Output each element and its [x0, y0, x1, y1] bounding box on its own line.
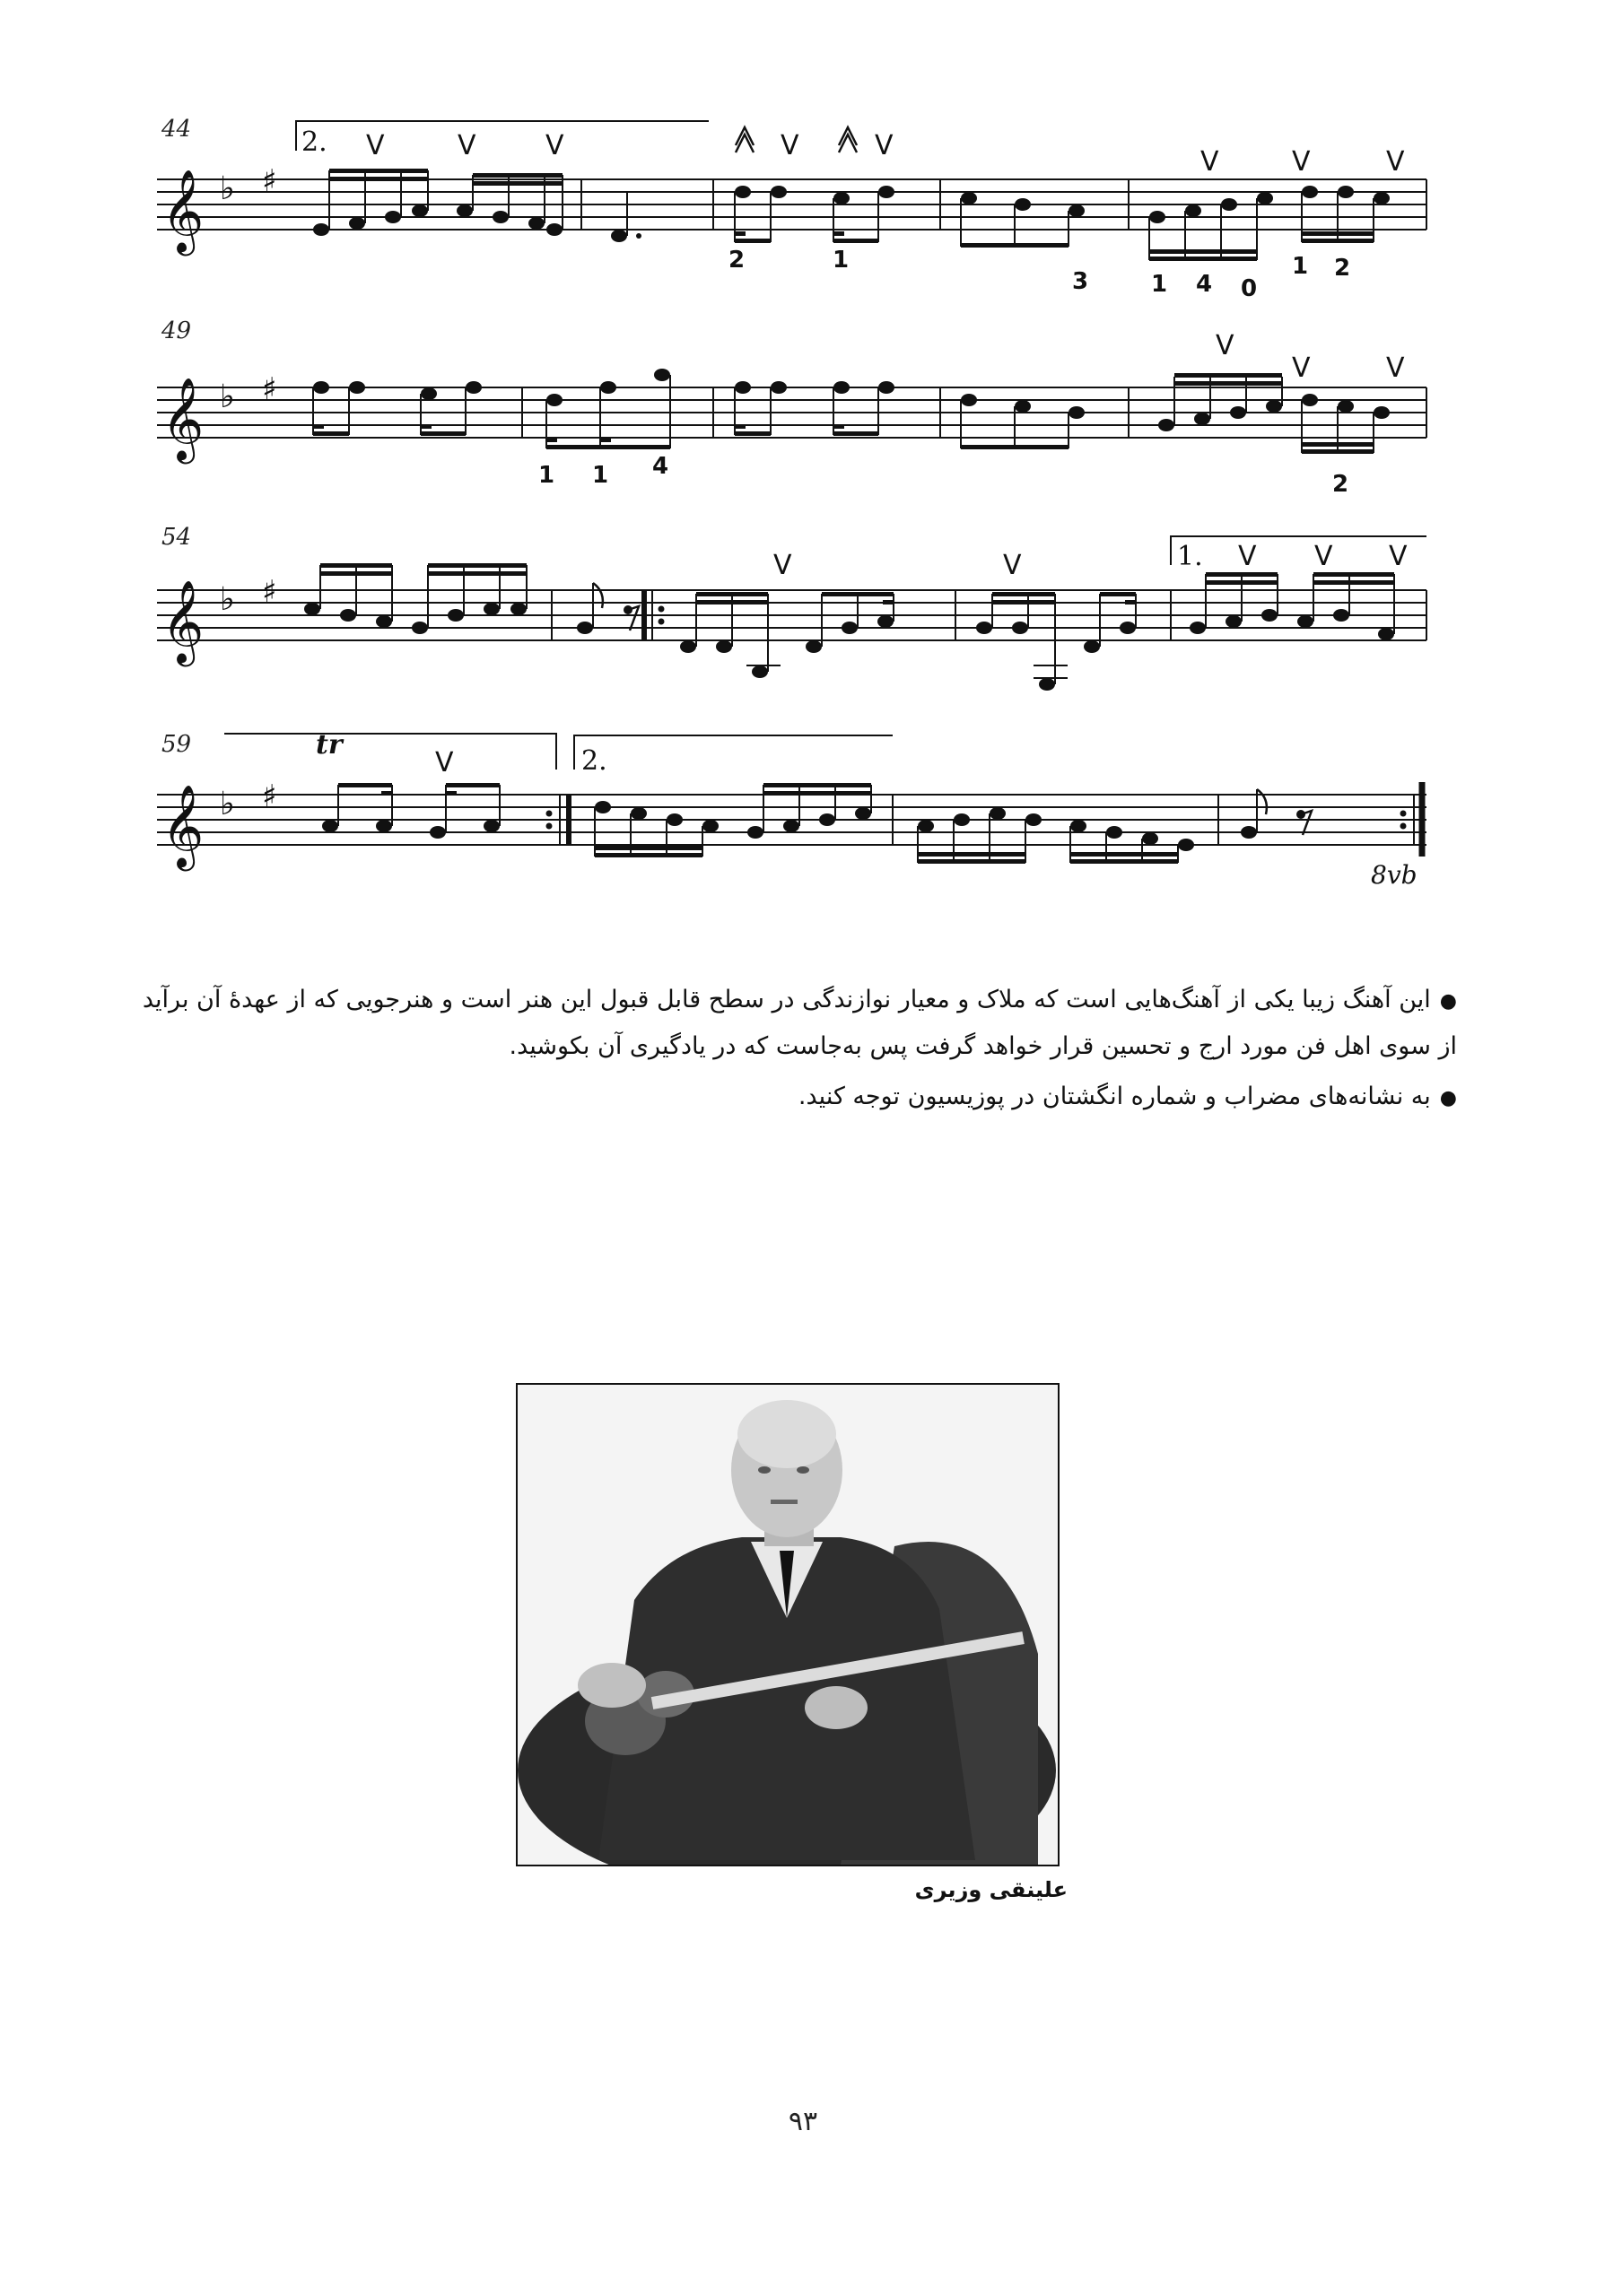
- svg-text:1: 1: [1151, 271, 1168, 298]
- portrait-photo: [516, 1383, 1060, 1866]
- music-score: [0, 0, 1605, 933]
- svg-text:𝄞: 𝄞: [161, 579, 205, 663]
- volta-label: 2.: [581, 745, 607, 777]
- svg-text:V: V: [1216, 330, 1234, 361]
- svg-text:4: 4: [652, 453, 669, 480]
- svg-text:V: V: [773, 550, 792, 581]
- svg-text:𝄞: 𝄞: [161, 377, 205, 460]
- instruction-text: [129, 978, 1457, 1126]
- svg-text:1: 1: [592, 462, 609, 489]
- measure-number: 59: [161, 731, 192, 758]
- page-number: ۹۳: [788, 2106, 818, 2137]
- svg-text:1: 1: [833, 247, 850, 274]
- svg-text:V: V: [1200, 146, 1219, 178]
- system-49: [157, 317, 1426, 498]
- measure-number: 49: [161, 317, 192, 344]
- svg-text:V: V: [1003, 550, 1022, 581]
- svg-text:1: 1: [1292, 253, 1309, 280]
- svg-text:V: V: [1389, 541, 1408, 572]
- svg-text:V: V: [435, 747, 454, 778]
- svg-text:V: V: [1386, 352, 1405, 384]
- svg-text:V: V: [1292, 146, 1311, 178]
- svg-text:♭: ♭: [220, 786, 235, 822]
- svg-text:V: V: [545, 130, 564, 161]
- svg-text:♯: ♯: [262, 778, 277, 814]
- svg-text:V: V: [781, 130, 799, 161]
- svg-text:♭: ♭: [220, 378, 235, 415]
- paragraph-2: ●به نشانه‌های مضراب و شماره انگشتان در پوزیسیون توجه کنید.: [129, 1074, 1457, 1121]
- svg-text:𝄞: 𝄞: [161, 784, 205, 867]
- measure-number: 44: [161, 116, 192, 143]
- volta-label: 2.: [301, 126, 327, 158]
- key-sig-flat: ♭: [220, 170, 235, 207]
- trill-ornament: tr: [316, 729, 343, 761]
- svg-text:V: V: [1292, 352, 1311, 384]
- photo-caption: علینقی وزیری: [914, 1877, 1068, 1902]
- svg-text:2: 2: [728, 247, 746, 274]
- svg-text:1: 1: [538, 462, 555, 489]
- svg-text:V: V: [1386, 146, 1405, 178]
- svg-text:♯: ♯: [262, 371, 277, 407]
- system-59: [157, 729, 1426, 890]
- svg-text:V: V: [1238, 541, 1257, 572]
- svg-text:V: V: [366, 130, 385, 161]
- svg-text:♯: ♯: [262, 574, 277, 610]
- treble-clef: 𝄞: [161, 169, 205, 252]
- svg-text:2: 2: [1332, 471, 1349, 498]
- svg-text:V: V: [1314, 541, 1333, 572]
- bullet-icon: ●: [1439, 990, 1457, 1013]
- svg-text:V: V: [458, 130, 476, 161]
- system-44: [157, 116, 1426, 302]
- svg-text:0: 0: [1241, 275, 1258, 302]
- measure-number: 54: [161, 524, 192, 551]
- volta-label: 1.: [1177, 541, 1203, 572]
- svg-text:3: 3: [1072, 268, 1089, 295]
- system-54: [157, 524, 1426, 691]
- paragraph-1: ●این آهنگ زیبا یکی از آهنگ‌هایی است که ملاک و معیار نوازندگی در سطح قابل قبول این هنر است و هنرجویی که از عهدهٔ آن برآید از سوی اهل فن مورد ارج و تحسین قرار خواهد گرفت پس به‌جاست که در یادگیری آن بکوشید.: [129, 978, 1457, 1069]
- svg-text:♭: ♭: [220, 581, 235, 618]
- svg-text:2: 2: [1334, 255, 1351, 282]
- svg-text:V: V: [875, 130, 894, 161]
- bullet-icon: ●: [1439, 1087, 1457, 1109]
- key-sig-sharp: ♯: [262, 163, 277, 199]
- octave-mark: 8vb: [1371, 860, 1417, 890]
- svg-text:4: 4: [1196, 271, 1213, 298]
